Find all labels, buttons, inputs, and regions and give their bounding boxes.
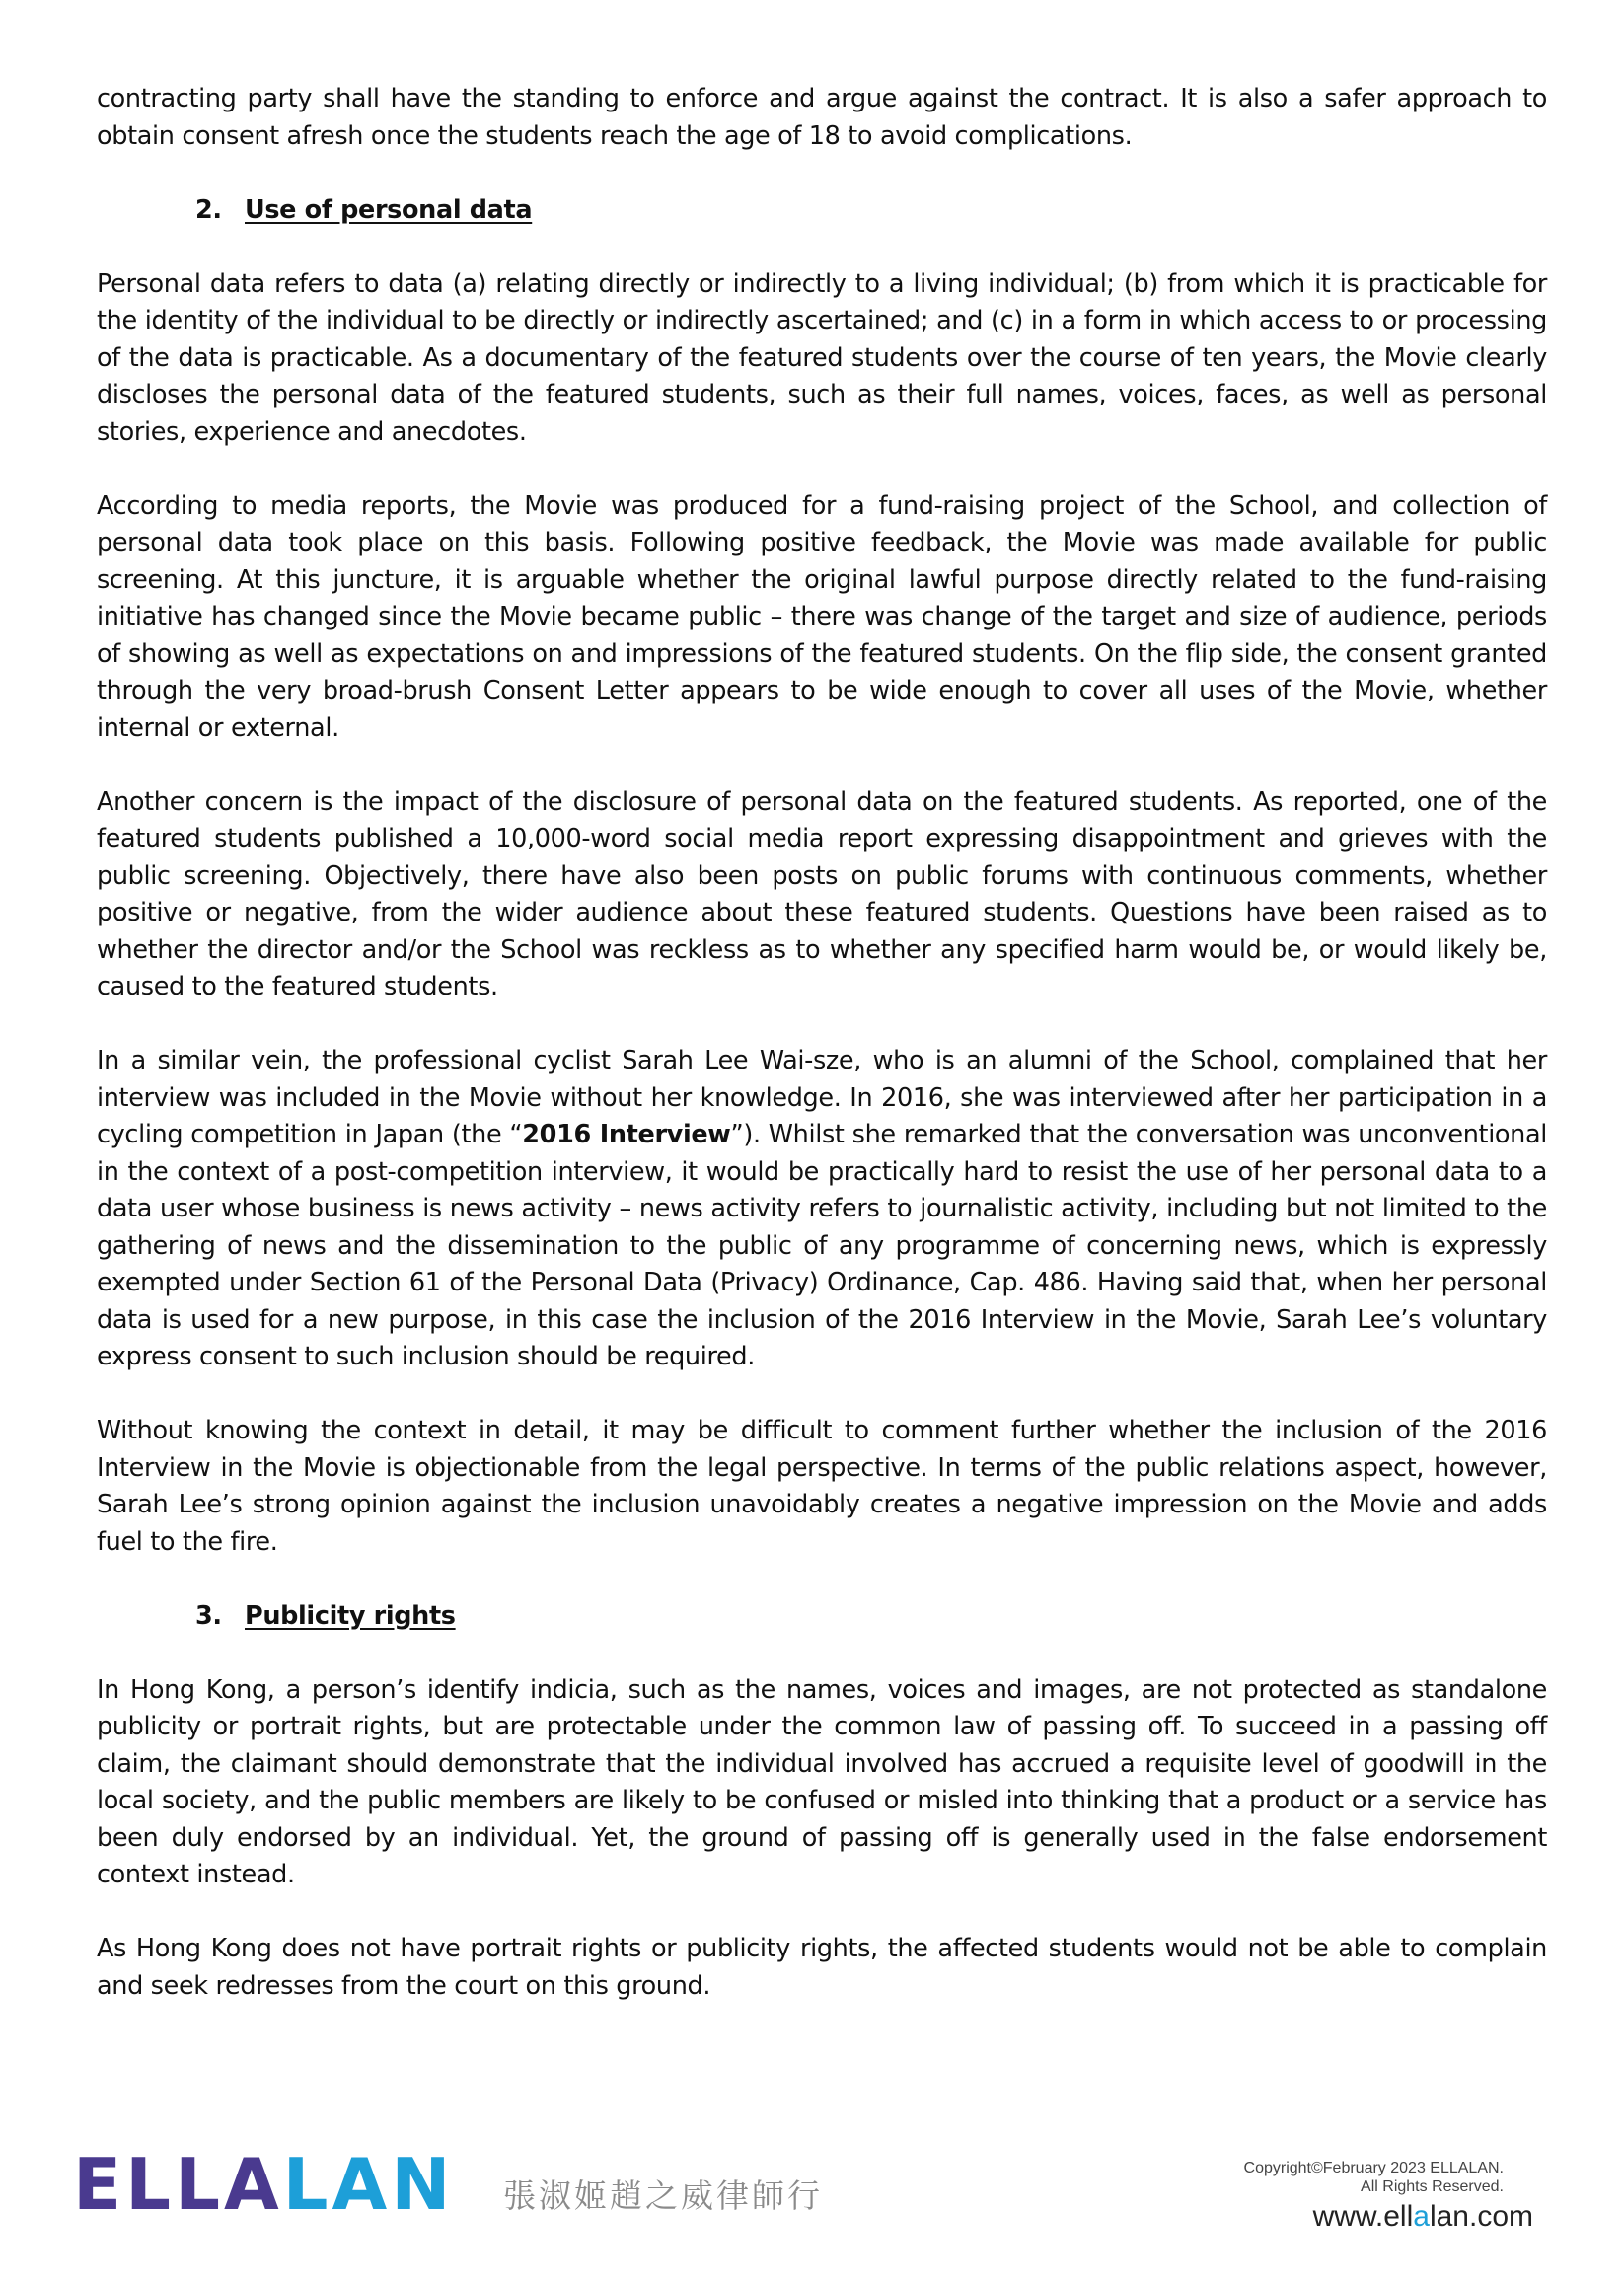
section-title: Use of personal data	[245, 194, 533, 225]
paragraph-continuation: contracting party shall have the standing to enforce and argue against the contract. It is also a safer approach to obtain consent afresh once the students reach the age of 18 to avoid complications.	[97, 84, 1547, 151]
section-number: 2.	[195, 194, 222, 225]
paragraph-text: In a similar vein, the professional cyclist Sarah Lee Wai-sze, who is an alumni of the School, complained that her interview was included in the Movie without her knowledge. In 2016, she was interviewed after her participation in a cycling competition in Japan (the “	[97, 1046, 1547, 1149]
website-text: lan.com	[1429, 2200, 1533, 2233]
paragraph-personal-data-definition: Personal data refers to data (a) relating directly or indirectly to a living individual; (b) from which it is practicable for the identity of the individual to be directly or indirectly ascertained; and (c) in a form in which access to or processing of the data is practicable. As a documentary of the featured students over the course of ten years, the Movie clearly discloses the personal data of the featured students, such as their full names, voices, faces, as well as personal stories, experience and anecdotes.	[97, 268, 1547, 447]
paragraph-passing-off: In Hong Kong, a person’s identify indicia, such as the names, voices and images, are not protected as standalone publicity or portrait rights, but are protectable under the common law of passing off. To succeed in a passing off claim, the claimant should demonstrate that the individual involved has accrued a requisite level of goodwill in the local society, and the public members are likely to be confused or misled into thinking that a product or a service has been duly endorsed by an individual. Yet, the ground of passing off is generally used in the false endorsement context instead.	[97, 1674, 1547, 1889]
website-text: www.ell	[1312, 2200, 1414, 2233]
section-heading-personal-data	[97, 192, 1547, 230]
rights-line: All Rights Reserved.	[1361, 2178, 1504, 2195]
defined-term: 2016 Interview	[522, 1120, 731, 1149]
paragraph-disclosure-impact: Another concern is the impact of the disclosure of personal data on the featured students. As reported, one of the featured students published a 10,000-word social media report expressing disappointment and grieves with the public screening. Objectively, there have also been posts on public forums with continuous comments, whether positive or negative, from the wider audience about these featured students. Questions have been raised as to whether the director and/or the School was reckless as to whether any specified harm would be, or would likely be, caused to the featured students.	[97, 786, 1547, 1001]
paragraph-text: ”). Whilst she remarked that the conversation was unconventional in the context of a post-competition interview, it would be practically hard to resist the use of her personal data to a data user whose business is news activity – news activity refers to journalistic activity, including but not limited to the gathering of news and the dissemination to the public of any programme of concerning news, which is expressly exempted under Section 61 of the Personal Data (Privacy) Ordinance, Cap. 486. Having said that, when her personal data is used for a new purpose, in this case the inclusion of the 2016 Interview in the Movie, Sarah Lee’s voluntary express consent to such inclusion should be required.	[97, 1120, 1548, 1371]
section-title: Publicity rights	[245, 1600, 456, 1631]
paragraph-sarah-lee	[97, 1043, 1547, 1376]
paragraph-conclusion: As Hong Kong does not have portrait rights or publicity rights, the affected students would not be able to complain and seek redresses from the court on this ground.	[97, 1934, 1547, 2001]
logo-text-right: LAN	[282, 2143, 455, 2226]
ellalan-logo	[73, 2145, 455, 2224]
website-link[interactable]	[1313, 2200, 1533, 2234]
logo-text-left: ELLA	[73, 2143, 283, 2226]
page-footer	[0, 2141, 1624, 2259]
section-heading-publicity-rights	[97, 1598, 1547, 1636]
section-number: 3.	[195, 1600, 222, 1631]
document-body	[97, 81, 1547, 2042]
paragraph-media-reports: According to media reports, the Movie was produced for a fund-raising project of the School, and collection of personal data took place on this basis. Following positive feedback, the Movie was made available for public screening. At this juncture, it is arguable whether the original lawful purpose directly related to the fund-raising initiative has changed since the Movie became public – there was change of the target and size of audience, periods of showing as well as expectations on and impressions of the featured students. On the flip side, the consent granted through the very broad-brush Consent Letter appears to be wide enough to cover all uses of the Movie, whether internal or external.	[97, 490, 1547, 743]
copyright-line: Copyright©February 2023 ELLALAN.	[1243, 2160, 1504, 2176]
paragraph-context: Without knowing the context in detail, it may be difficult to comment further whether the inclusion of the 2016 Interview in the Movie is objectionable from the legal perspective. In terms of the public relations aspect, however, Sarah Lee’s strong opinion against the inclusion unavoidably creates a negative impression on the Movie and adds fuel to the fire.	[97, 1416, 1547, 1557]
copyright-notice	[1244, 2159, 1504, 2196]
website-highlight: a	[1413, 2200, 1430, 2233]
logo-chinese-name: 張淑姬趙之威律師行	[503, 2176, 823, 2215]
